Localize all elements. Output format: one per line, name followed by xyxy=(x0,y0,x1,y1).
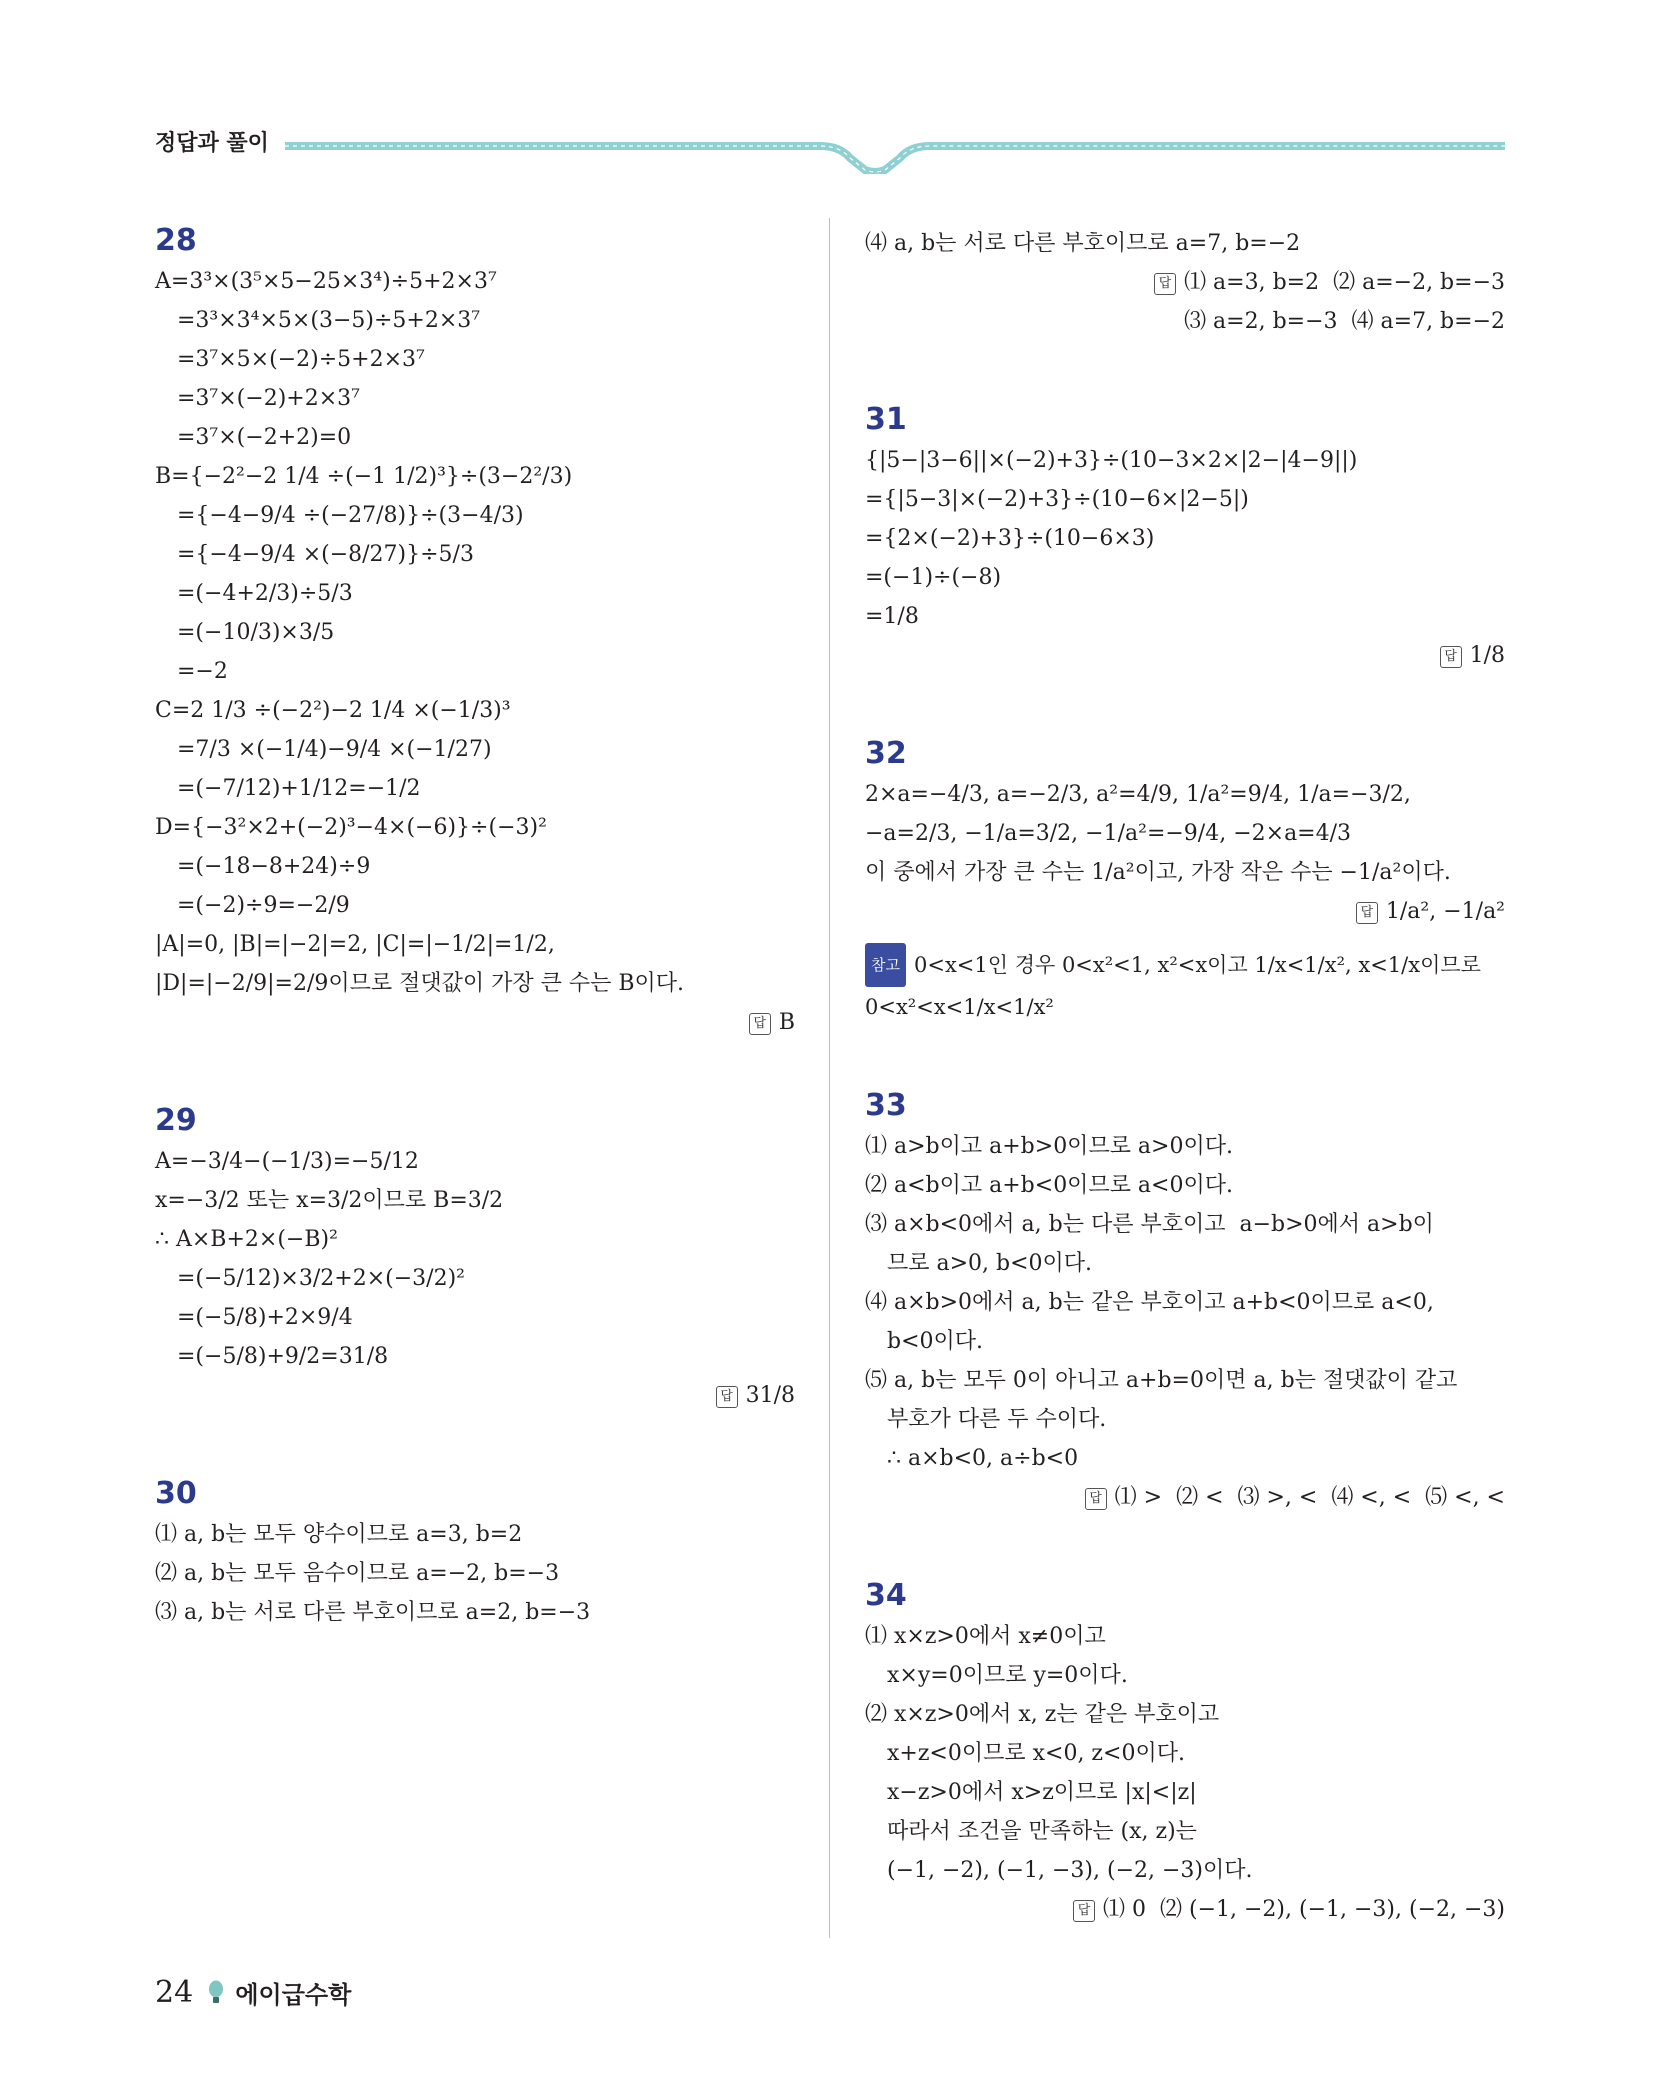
solution-line: D={−3²×2+(−2)³−4×(−6)}÷(−3)² xyxy=(155,815,547,840)
solution-line: ⑵ x×z>0에서 x, z는 같은 부호이고 xyxy=(865,1702,1220,1727)
right-column xyxy=(865,224,1505,1991)
solution-line: 2×a=−4/3, a=−2/3, a²=4/9, 1/a²=9/4, 1/a=−3/2, xyxy=(865,782,1411,807)
answer-label: 답 xyxy=(749,1013,771,1035)
solution-line: =1/8 xyxy=(865,604,919,629)
problem-block xyxy=(155,224,795,1042)
problem-number: 31 xyxy=(865,402,907,437)
problem-block xyxy=(865,224,1505,341)
solution-line: ⑵ a, b는 모두 음수이므로 a=−2, b=−3 xyxy=(155,1561,560,1586)
solution-line: =(−10/3)×3/5 xyxy=(177,620,335,645)
solution-line: =(−18−8+24)÷9 xyxy=(177,854,371,879)
brand-name: 에이급수학 xyxy=(235,1981,352,2009)
solution-line: (−1, −2), (−1, −3), (−2, −3)이다. xyxy=(887,1858,1253,1883)
left-column xyxy=(155,224,795,1694)
page-number: 24 xyxy=(155,1975,194,2010)
solution-line: ⑶ a×b<0에서 a, b는 다른 부호이고 a−b>0에서 a>b이 xyxy=(865,1212,1434,1237)
solution-line: ∴ A×B+2×(−B)² xyxy=(155,1227,338,1252)
solution-line: ⑷ a×b>0에서 a, b는 같은 부호이고 a+b<0이므로 a<0, xyxy=(865,1290,1434,1315)
solution-line: =(−5/8)+2×9/4 xyxy=(177,1305,353,1330)
problem-block xyxy=(865,737,1505,1027)
solution-line: =3⁷×(−2)+2×3⁷ xyxy=(177,386,360,411)
problem-number: 32 xyxy=(865,736,907,771)
problem-block xyxy=(155,1477,795,1632)
solution-line: ⑷ a, b는 서로 다른 부호이므로 a=7, b=−2 xyxy=(865,231,1301,256)
solution-line: =(−4+2/3)÷5/3 xyxy=(177,581,353,606)
problem-number: 34 xyxy=(865,1578,907,1613)
solution-line: ⑴ x×z>0에서 x≠0이고 xyxy=(865,1624,1106,1649)
answer-line xyxy=(865,263,1505,302)
page-footer xyxy=(155,1975,351,2015)
answer-text: 1/8 xyxy=(1469,643,1505,668)
solution-line: 이 중에서 가장 큰 수는 1/a²이고, 가장 작은 수는 −1/a²이다. xyxy=(865,860,1451,885)
answer-label: 답 xyxy=(1440,646,1462,668)
solution-line: =3³×3⁴×5×(3−5)÷5+2×3⁷ xyxy=(177,308,481,333)
header-decorative-line xyxy=(285,126,1505,174)
solution-line: =3⁷×(−2+2)=0 xyxy=(177,425,352,450)
solution-line: ⑴ a, b는 모두 양수이므로 a=3, b=2 xyxy=(155,1522,523,1547)
solution-line: =(−5/12)×3/2+2×(−3/2)² xyxy=(177,1266,465,1291)
solution-line: x=−3/2 또는 x=3/2이므로 B=3/2 xyxy=(155,1188,504,1213)
answer-text: ⑴ 0 ⑵ (−1, −2), (−1, −3), (−2, −3) xyxy=(1103,1897,1505,1922)
solution-line: ={|5−3|×(−2)+3}÷(10−6×|2−5|) xyxy=(865,487,1249,512)
answer-label: 답 xyxy=(1154,273,1176,295)
solution-line: C=2 1/3 ÷(−2²)−2 1/4 ×(−1/3)³ xyxy=(155,698,511,723)
solution-line: B={−2²−2 1/4 ÷(−1 1/2)³}÷(3−2²/3) xyxy=(155,464,573,489)
answer-text: ⑴ > ⑵ < ⑶ >, < ⑷ <, < ⑸ <, < xyxy=(1114,1485,1505,1510)
solution-line: −a=2/3, −1/a=3/2, −1/a²=−9/4, −2×a=4/3 xyxy=(865,821,1352,846)
answer-line xyxy=(865,892,1505,931)
reference-note xyxy=(865,943,1505,1027)
solution-line: =7/3 ×(−1/4)−9/4 ×(−1/27) xyxy=(177,737,492,762)
solution-line: 부호가 다른 두 수이다. xyxy=(887,1407,1107,1432)
problem-number: 33 xyxy=(865,1088,907,1123)
problem-number: 28 xyxy=(155,223,197,258)
solution-line: x+z<0이므로 x<0, z<0이다. xyxy=(887,1741,1185,1766)
solution-line: A=−3/4−(−1/3)=−5/12 xyxy=(155,1149,419,1174)
answer-line xyxy=(865,636,1505,675)
solution-line: ⑸ a, b는 모두 0이 아니고 a+b=0이면 a, b는 절댓값이 같고 xyxy=(865,1368,1458,1393)
answer-line xyxy=(155,1003,795,1042)
solution-line: =(−7/12)+1/12=−1/2 xyxy=(177,776,421,801)
problem-block xyxy=(865,1089,1505,1517)
solution-line: =(−2)÷9=−2/9 xyxy=(177,893,350,918)
note-badge: 참고 xyxy=(865,943,906,987)
column-divider xyxy=(829,218,830,1938)
note-text: 0<x<1인 경우 0<x²<1, x²<x이고 1/x<1/x², x<1/x이므로 0<x²<x<1/x<1/x² xyxy=(865,953,1488,1019)
answer-label: 답 xyxy=(1085,1488,1107,1510)
solution-line: =3⁷×5×(−2)÷5+2×3⁷ xyxy=(177,347,425,372)
solution-line: =(−5/8)+9/2=31/8 xyxy=(177,1344,389,1369)
problem-block xyxy=(865,403,1505,675)
solution-line: ={2×(−2)+3}÷(10−6×3) xyxy=(865,526,1155,551)
answer-text: 31/8 xyxy=(745,1383,795,1408)
solution-line: A=3³×(3⁵×5−25×3⁴)÷5+2×3⁷ xyxy=(155,269,497,294)
problem-number: 29 xyxy=(155,1103,197,1138)
solution-line: =−2 xyxy=(177,659,228,684)
answer-text: B xyxy=(778,1010,795,1035)
answer-text: 1/a², −1/a² xyxy=(1385,899,1505,924)
answer-line xyxy=(865,1890,1505,1929)
problem-number: 30 xyxy=(155,1476,197,1511)
solution-line: ⑴ a>b이고 a+b>0이므로 a>0이다. xyxy=(865,1134,1233,1159)
solution-line: {|5−|3−6||×(−2)+3}÷(10−3×2×|2−|4−9||) xyxy=(865,448,1358,473)
solution-line: b<0이다. xyxy=(887,1329,984,1354)
page-header-title: 정답과 풀이 xyxy=(155,131,269,156)
solution-line: ⑶ a, b는 서로 다른 부호이므로 a=2, b=−3 xyxy=(155,1600,591,1625)
answer-line-continued: ⑶ a=2, b=−3 ⑷ a=7, b=−2 xyxy=(1184,309,1505,334)
answer-line xyxy=(155,1376,795,1415)
problem-block xyxy=(865,1579,1505,1929)
solution-line: x×y=0이므로 y=0이다. xyxy=(887,1663,1128,1688)
solution-line: |D|=|−2/9|=2/9이므로 절댓값이 가장 큰 수는 B이다. xyxy=(155,971,685,996)
answer-text: ⑴ a=3, b=2 ⑵ a=−2, b=−3 xyxy=(1184,270,1505,295)
solution-line: ∴ a×b<0, a÷b<0 xyxy=(887,1446,1079,1471)
lightbulb-icon xyxy=(208,1980,224,2006)
solution-line: |A|=0, |B|=|−2|=2, |C|=|−1/2|=1/2, xyxy=(155,932,555,957)
answer-label: 답 xyxy=(1073,1900,1095,1922)
solution-line: ={−4−9/4 ×(−8/27)}÷5/3 xyxy=(177,542,474,567)
solution-line: ={−4−9/4 ÷(−27/8)}÷(3−4/3) xyxy=(177,503,524,528)
solution-line: =(−1)÷(−8) xyxy=(865,565,1002,590)
solution-line: 므로 a>0, b<0이다. xyxy=(887,1251,1093,1276)
answer-label: 답 xyxy=(716,1386,738,1408)
problem-block xyxy=(155,1104,795,1415)
solution-line: ⑵ a<b이고 a+b<0이므로 a<0이다. xyxy=(865,1173,1233,1198)
answer-label: 답 xyxy=(1356,902,1378,924)
solution-line: 따라서 조건을 만족하는 (x, z)는 xyxy=(887,1819,1197,1844)
answer-line xyxy=(865,1478,1505,1517)
solution-line: x−z>0에서 x>z이므로 |x|<|z| xyxy=(887,1780,1197,1805)
